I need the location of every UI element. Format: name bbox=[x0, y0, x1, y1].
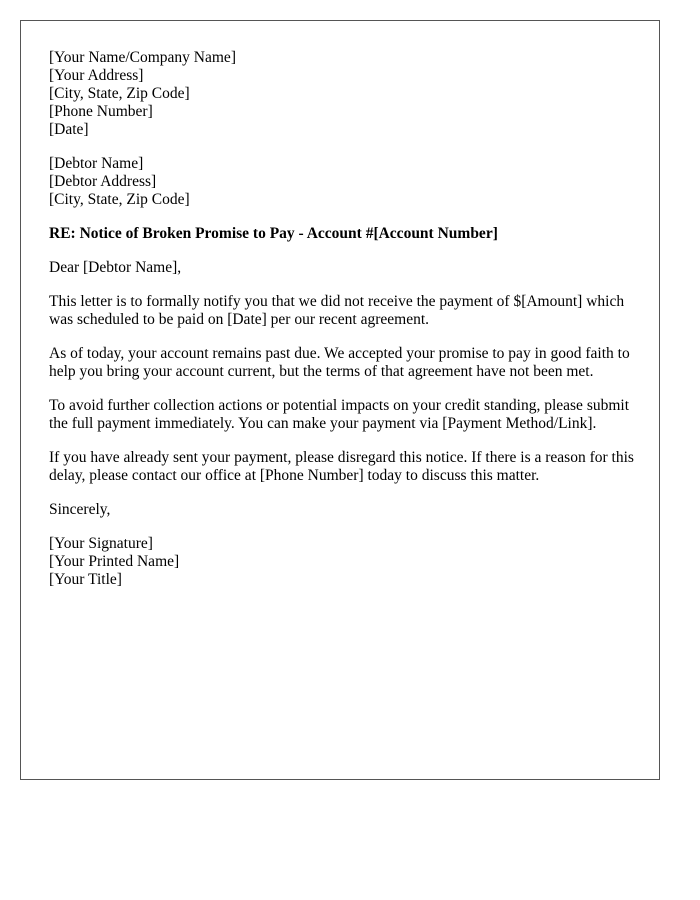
closing: Sincerely, bbox=[49, 501, 111, 518]
recipient-city-state-zip: [City, State, Zip Code] bbox=[49, 191, 190, 208]
recipient-name: [Debtor Name] bbox=[49, 155, 144, 172]
sender-block bbox=[49, 49, 639, 139]
letter-page bbox=[20, 20, 660, 780]
signer-title: [Your Title] bbox=[49, 571, 122, 588]
recipient-block bbox=[49, 155, 639, 209]
printed-name: [Your Printed Name] bbox=[49, 553, 180, 570]
letter-body bbox=[49, 49, 639, 605]
signature-block bbox=[49, 535, 639, 589]
sender-name: [Your Name/Company Name] bbox=[49, 49, 236, 66]
sender-phone: [Phone Number] bbox=[49, 103, 153, 120]
salutation: Dear [Debtor Name], bbox=[49, 259, 182, 276]
paragraph-payment-missed: This letter is to formally notify you that we did not receive the payment of $[Amount] which was scheduled to be paid on [Date] per our recent agreement. bbox=[49, 293, 625, 328]
paragraph-past-due: As of today, your account remains past due. We accepted your promise to pay in good faith to help you bring your account current, but the terms of that agreement have not been met. bbox=[49, 345, 630, 380]
subject-line: RE: Notice of Broken Promise to Pay - Account #[Account Number] bbox=[49, 225, 498, 242]
recipient-address: [Debtor Address] bbox=[49, 173, 157, 190]
letter-date: [Date] bbox=[49, 121, 89, 138]
paragraph-disregard: If you have already sent your payment, please disregard this notice. If there is a reason for this delay, please contact our office at [Phone Number] today to discuss this matter. bbox=[49, 449, 634, 484]
paragraph-payment-request: To avoid further collection actions or potential impacts on your credit standing, please submit the full payment immediately. You can make your payment via [Payment Method/Link]. bbox=[49, 397, 630, 432]
sender-city-state-zip: [City, State, Zip Code] bbox=[49, 85, 190, 102]
signature: [Your Signature] bbox=[49, 535, 153, 552]
sender-address: [Your Address] bbox=[49, 67, 144, 84]
